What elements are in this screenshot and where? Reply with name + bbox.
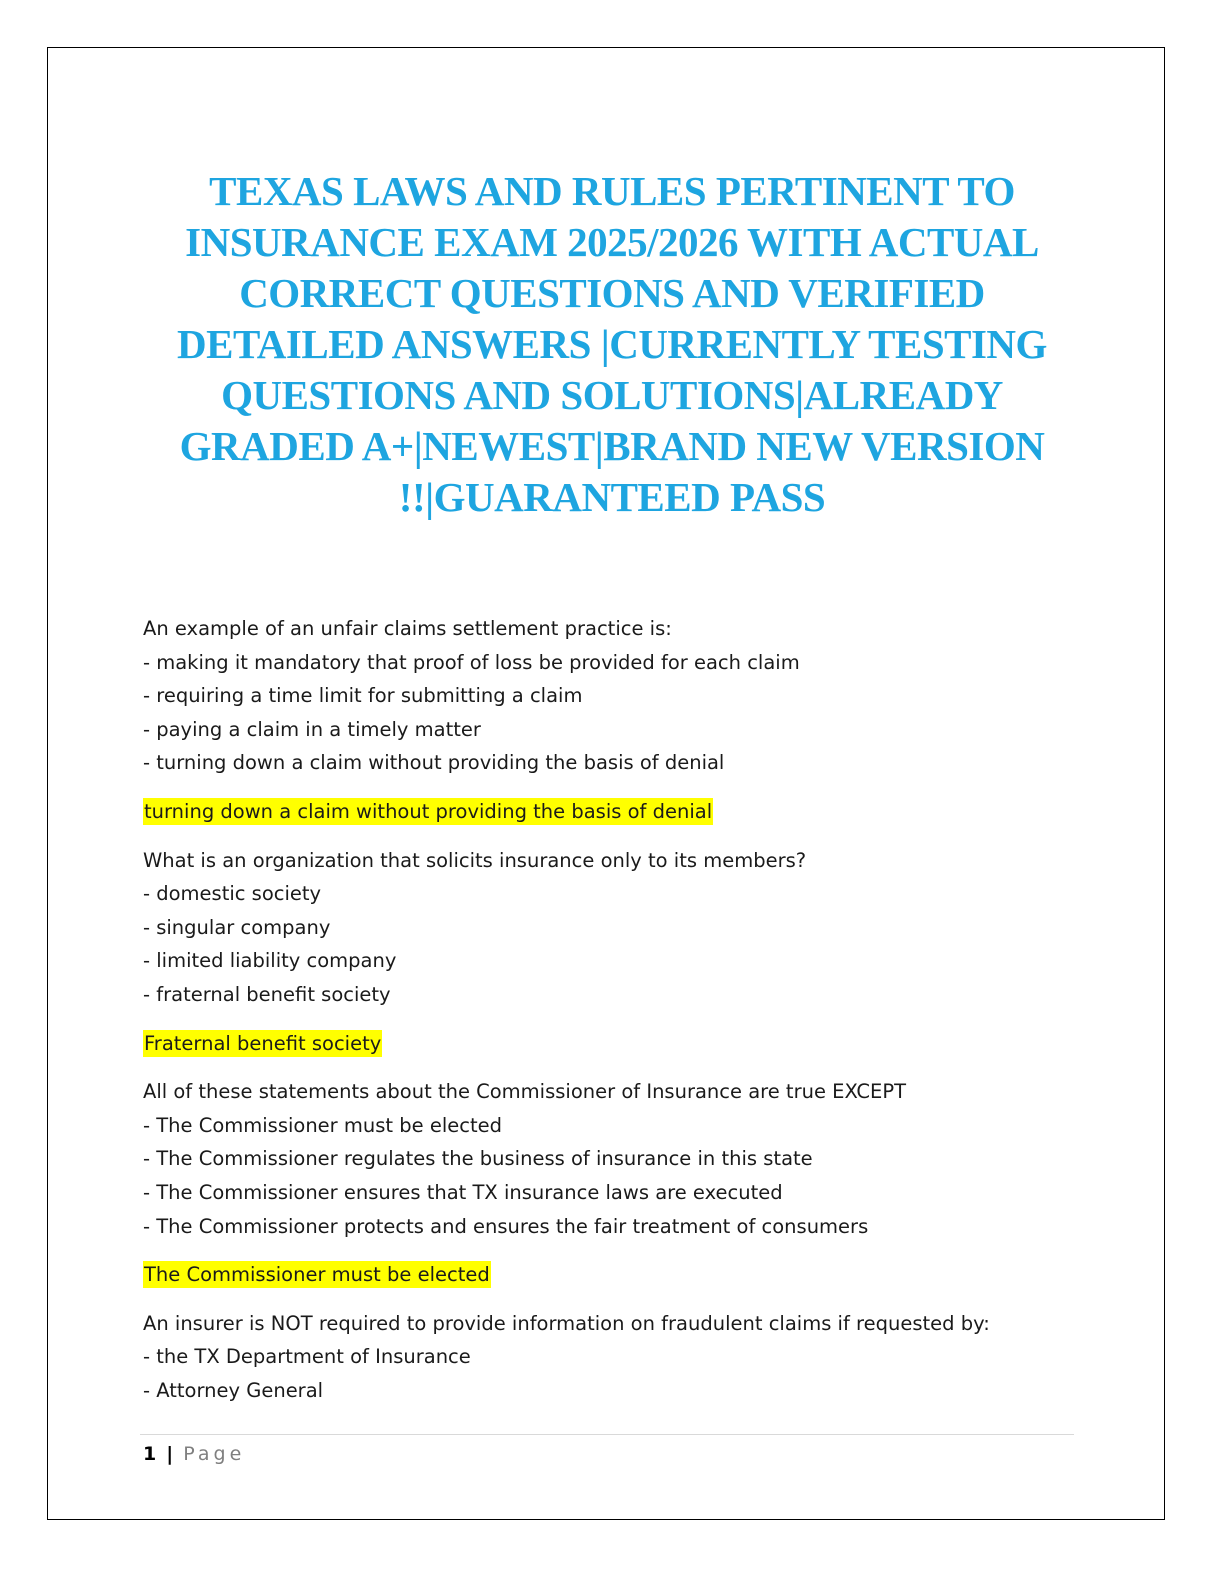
title-line: !!|GUARANTEED PASS (398, 474, 826, 520)
option-text: - The Commissioner must be elected (143, 1113, 502, 1137)
page-label: Page (183, 1443, 246, 1465)
question-block (143, 1307, 1083, 1408)
title-line: DETAILED ANSWERS |CURRENTLY TESTING (177, 321, 1047, 367)
option-text: - The Commissioner regulates the business of insurance in this state (143, 1147, 813, 1171)
question-text: An insurer is NOT required to provide information on fraudulent claims if requested by: (143, 1311, 990, 1335)
question-text: All of these statements about the Commissioner of Insurance are true EXCEPT (143, 1080, 907, 1104)
question-text: An example of an unfair claims settlement practice is: (143, 617, 672, 640)
option-text: - limited liability company (143, 949, 397, 973)
footer-divider (140, 1434, 1074, 1435)
title-line: CORRECT QUESTIONS AND VERIFIED (239, 270, 985, 316)
question-block (143, 612, 1083, 829)
option-text: - The Commissioner protects and ensures the fair treatment of consumers (143, 1214, 869, 1238)
option-text: - requiring a time limit for submitting a claim (143, 684, 583, 708)
page-footer (143, 1440, 245, 1468)
option-text: - the TX Department of Insurance (143, 1345, 471, 1369)
option-text: - domestic society (143, 882, 322, 906)
option-text: - paying a claim in a timely matter (143, 717, 481, 741)
option-text: - fraternal benefit society (143, 982, 391, 1006)
question-block (143, 1075, 1083, 1292)
document-title (130, 166, 1094, 523)
answer-line (143, 1258, 1083, 1292)
answer-line (143, 1027, 1083, 1061)
option-text: - The Commissioner ensures that TX insurance laws are executed (143, 1180, 783, 1204)
answer-line (143, 795, 1083, 829)
option-text: - turning down a claim without providing the basis of denial (143, 751, 725, 775)
highlighted-answer: The Commissioner must be elected (144, 1263, 490, 1287)
option-text: - making it mandatory that proof of loss be provided for each claim (143, 650, 800, 674)
highlighted-answer: turning down a claim without providing the basis of denial (144, 799, 713, 823)
title-line: TEXAS LAWS AND RULES PERTINENT TO (209, 168, 1015, 214)
title-line: GRADED A+|NEWEST|BRAND NEW VERSION (179, 423, 1045, 469)
option-text: - Attorney General (143, 1378, 324, 1402)
question-block (143, 844, 1083, 1061)
title-line: QUESTIONS AND SOLUTIONS|ALREADY (221, 372, 1003, 418)
question-text: What is an organization that solicits insurance only to its members? (143, 848, 807, 872)
title-line: INSURANCE EXAM 2025/2026 WITH ACTUAL (185, 219, 1039, 265)
option-text: - singular company (143, 915, 331, 939)
footer-separator: | (166, 1443, 174, 1465)
question-list (143, 612, 1083, 1407)
highlighted-answer: Fraternal benefit society (144, 1031, 382, 1055)
page-number: 1 (143, 1443, 157, 1465)
